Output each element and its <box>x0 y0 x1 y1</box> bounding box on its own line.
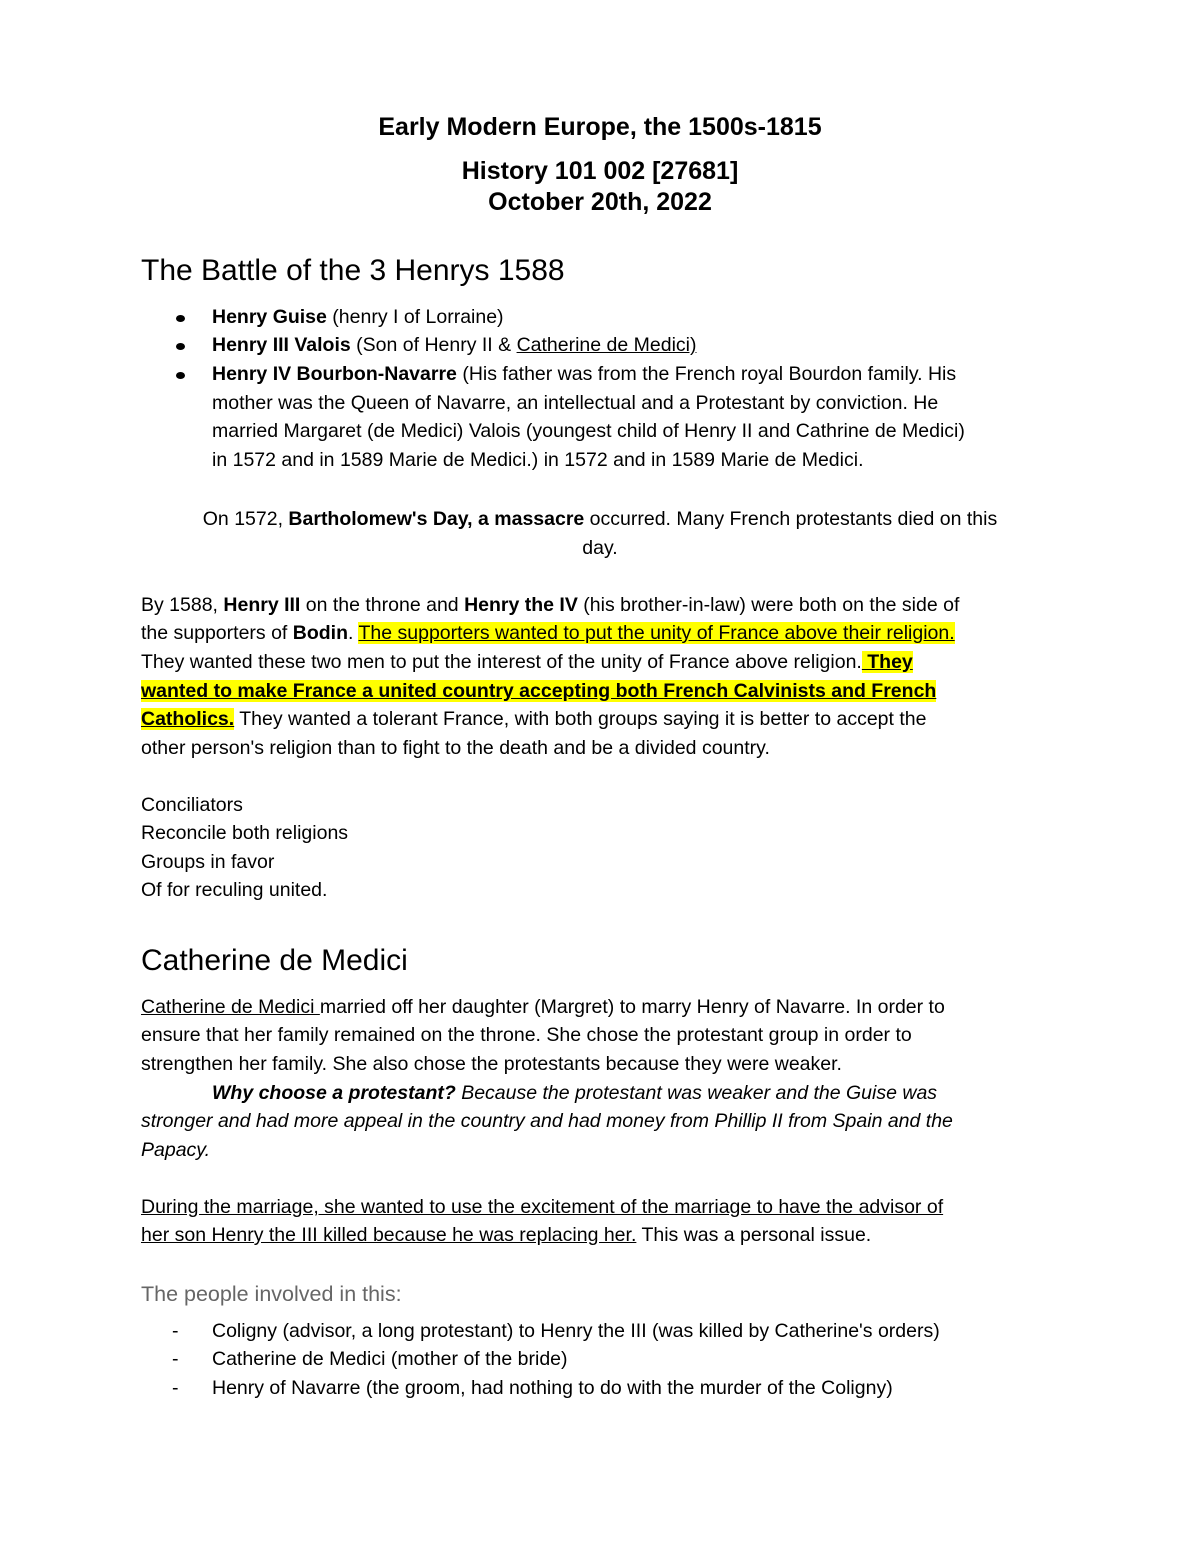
highlight-united: Catholics. <box>141 708 235 730</box>
why-line: Why choose a protestant? Because the protestant was weaker and the Guise was <box>212 1082 938 1104</box>
massacre-line: On 1572, Bartholomew's Day, a massacre occurred. Many French protestants died on this <box>202 508 998 530</box>
bullet-name: Henry IV Bourbon-Navarre <box>212 363 457 385</box>
marriage-line: her son Henry the III killed because he was replacing her. This was a personal issue. <box>141 1224 872 1246</box>
dash-icon: - <box>172 1377 179 1399</box>
bullet-icon <box>176 315 185 322</box>
catherine-link[interactable]: Catherine de Medici <box>141 996 320 1018</box>
people-item: Catherine de Medici (mother of the bride) <box>212 1348 568 1370</box>
bullet-name: Henry III Valois <box>212 334 351 356</box>
note-line: Conciliators <box>141 794 243 816</box>
catherine-line: strengthen her family. She also chose the protestants because they were weaker. <box>141 1053 842 1075</box>
dash-icon: - <box>172 1348 179 1370</box>
course-title: Early Modern Europe, the 1500s-1815 <box>378 113 822 141</box>
highlight-unity: The supporters wanted to put the unity of France above their religion. <box>358 622 955 644</box>
bullet-name: Henry Guise <box>212 306 327 328</box>
people-heading: The people involved in this: <box>141 1282 402 1306</box>
course-code: History 101 002 [27681] <box>461 157 739 185</box>
section-heading-catherine: Catherine de Medici <box>141 944 408 977</box>
note-line: Groups in favor <box>141 851 275 873</box>
why-question: Why choose a protestant? <box>212 1082 456 1104</box>
people-item: Henry of Navarre (the groom, had nothing to do with the murder of the Coligny) <box>212 1377 893 1399</box>
para-line: By 1588, Henry III on the throne and Henry the IV (his brother-in-law) were both on the side of <box>141 594 960 616</box>
dash-icon: - <box>172 1320 179 1342</box>
bullet-henry-iv-line: in 1572 and in 1589 Marie de Medici.) in 1572 and in 1589 Marie de Medici. <box>212 449 864 471</box>
para-line: Catholics. They wanted a tolerant France, with both groups saying it is better to accept the <box>141 708 927 730</box>
catherine-link[interactable]: Catherine de Medici) <box>516 334 697 356</box>
para-line: They wanted these two men to put the interest of the unity of France above religion. They <box>141 651 913 673</box>
marriage-line: During the marriage, she wanted to use the excitement of the marriage to have the advisor of <box>141 1196 944 1218</box>
massacre-line2: day. <box>582 537 618 559</box>
bullet-icon <box>176 372 185 379</box>
para-line: the supporters of Bodin. The supporters wanted to put the unity of France above their religion. <box>141 622 955 644</box>
para-line <box>141 677 936 706</box>
bullet-icon <box>176 343 185 350</box>
bullet-henry-guise: Henry Guise (henry I of Lorraine) <box>212 306 504 328</box>
catherine-line: ensure that her family remained on the throne. She chose the protestant group in order to <box>141 1024 912 1046</box>
bullet-henry-iii: Henry III Valois (Son of Henry II & Catherine de Medici) <box>212 334 697 356</box>
highlight-united: They <box>861 651 913 673</box>
section-heading-battle: The Battle of the 3 Henrys 1588 <box>141 254 565 287</box>
why-line: Papacy. <box>141 1139 211 1161</box>
people-item: Coligny (advisor, a long protestant) to Henry the III (was killed by Catherine's orders) <box>212 1320 940 1342</box>
note-line: Of for reculing united. <box>141 879 328 901</box>
para-line: other person's religion than to fight to the death and be a divided country. <box>141 737 770 759</box>
bullet-henry-iv: Henry IV Bourbon-Navarre (His father was from the French royal Bourdon family. His <box>212 363 957 385</box>
bullet-henry-iv-line: mother was the Queen of Navarre, an intellectual and a Protestant by conviction. He <box>212 392 939 414</box>
highlight-united: wanted to make France a united country accepting both French Calvinists and French <box>141 680 937 702</box>
note-line: Reconcile both religions <box>141 822 349 844</box>
why-line: stronger and had more appeal in the country and had money from Phillip II from Spain and the <box>141 1110 953 1132</box>
bullet-henry-iv-line: married Margaret (de Medici) Valois (youngest child of Henry II and Cathrine de Medici) <box>212 420 965 442</box>
catherine-line: Catherine de Medici married off her daughter (Margret) to marry Henry of Navarre. In order to <box>141 996 945 1018</box>
lecture-date: October 20th, 2022 <box>488 188 712 216</box>
massacre-bold: Bartholomew's Day, a massacre <box>288 508 585 530</box>
